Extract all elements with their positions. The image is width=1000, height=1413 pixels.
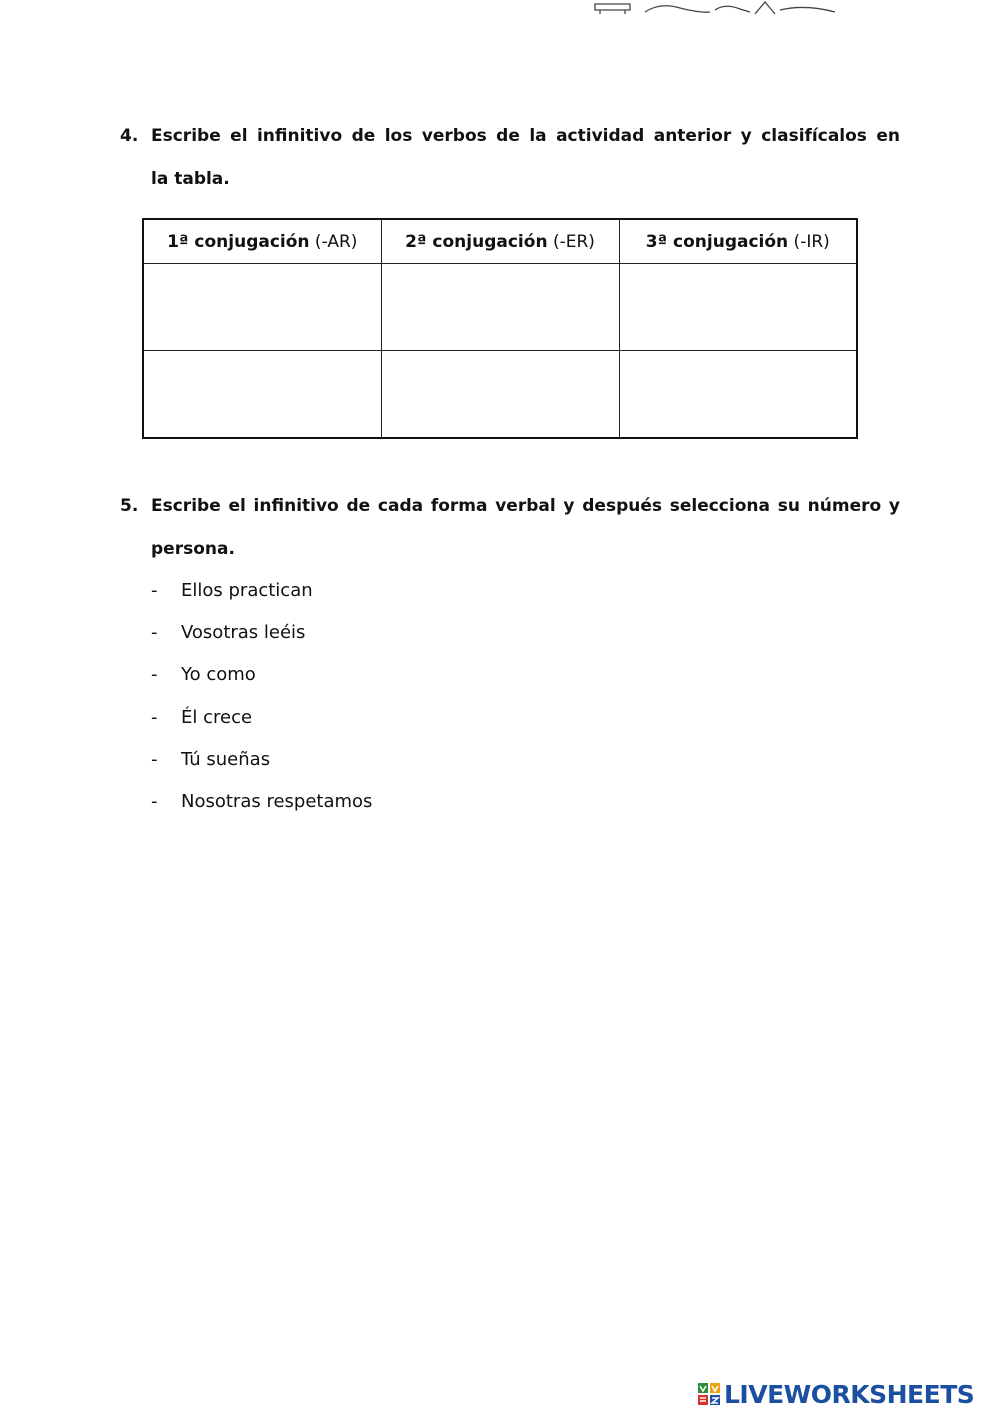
column-header-first-conjugation: 1ª conjugación (-AR) bbox=[143, 219, 381, 264]
answer-cell[interactable] bbox=[143, 351, 381, 439]
answer-cell[interactable] bbox=[381, 351, 619, 439]
list-item: - Tú sueñas bbox=[151, 748, 271, 770]
exercise-instruction-cont: persona. bbox=[151, 539, 235, 559]
answer-cell[interactable] bbox=[619, 351, 857, 439]
exercise-number: 5. bbox=[120, 496, 139, 516]
exercise-instruction: Escribe el infinitivo de los verbos de la actividad anterior y clasifícalos en bbox=[151, 126, 900, 146]
liveworksheets-logo-icon bbox=[697, 1381, 721, 1407]
exercise-instruction-cont: la tabla. bbox=[151, 169, 230, 189]
list-item: - Vosotras leéis bbox=[151, 622, 306, 644]
answer-cell[interactable] bbox=[143, 264, 381, 351]
liveworksheets-logo[interactable] bbox=[697, 1378, 974, 1410]
exercise-4 bbox=[120, 115, 900, 201]
conjugation-table bbox=[142, 218, 858, 439]
list-item: - Ellos practican bbox=[151, 580, 313, 601]
exercise-instruction: Escribe el infinitivo de cada forma verbal y después selecciona su número y bbox=[151, 496, 900, 516]
column-header-third-conjugation: 3ª conjugación (-IR) bbox=[619, 219, 857, 264]
column-header-second-conjugation: 2ª conjugación (-ER) bbox=[381, 219, 619, 264]
decorative-drawing bbox=[590, 0, 840, 16]
logo-text: LIVEWORKSHEETS bbox=[724, 1379, 975, 1409]
list-item: - Nosotras respetamos bbox=[151, 791, 373, 813]
table-row bbox=[143, 351, 857, 439]
list-item: - Él crece bbox=[151, 706, 253, 728]
table-row bbox=[143, 264, 857, 351]
exercise-5 bbox=[120, 485, 900, 571]
list-item: - Yo como bbox=[151, 664, 256, 686]
answer-cell[interactable] bbox=[381, 264, 619, 351]
exercise-number: 4. bbox=[120, 126, 139, 146]
answer-cell[interactable] bbox=[619, 264, 857, 351]
verb-list bbox=[151, 570, 372, 823]
